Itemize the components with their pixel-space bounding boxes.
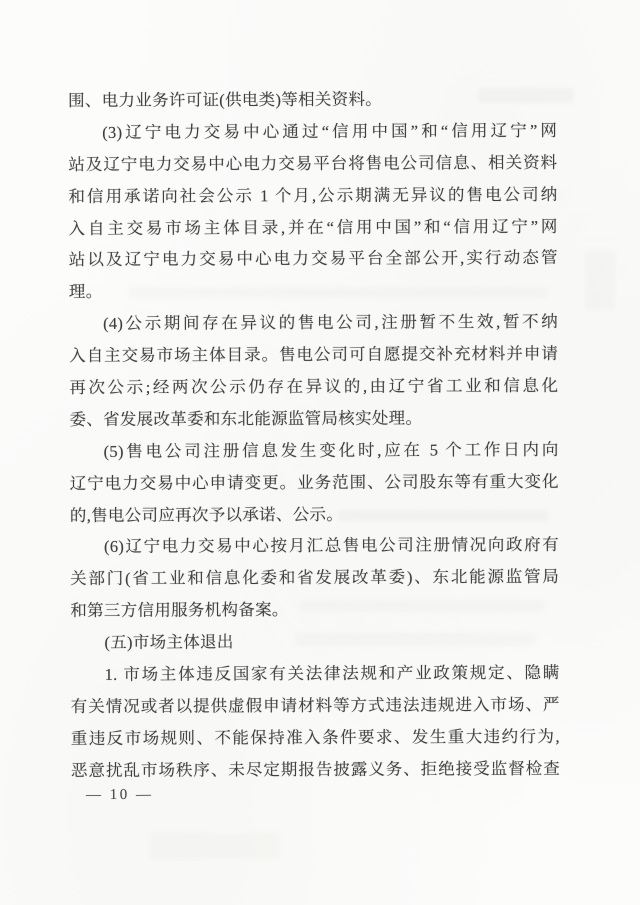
text-line: 围、电力业务许可证(供电类)等相关资料。 [68,89,383,111]
text-line: 1. 市场主体违反国家有关法律法规和产业政策规定、隐瞒 [104,662,560,684]
text-line: 入自主交易市场主体目录。售电公司可自愿提交补充材料并申请 [69,344,559,366]
text-line: (3)辽宁电力交易中心通过“信用中国”和“信用辽宁”网 [102,120,558,142]
text-line: 再次公示;经两次公示仍存在异议的,由辽宁省工业和信息化 [69,375,559,398]
text-line: 恶意扰乱市场秩序、未尽定期报告披露义务、拒绝接受监督检查 [70,758,561,780]
text-line: (6)辽宁电力交易中心按月汇总售电公司注册情况向政府有 [103,535,560,557]
text-line: 理。 [68,282,103,302]
text-line: 有关情况或者以提供虚假申请材料等方式违法违规进入市场、严 [70,694,560,716]
scan-artifact [150,833,280,859]
text-line: 辽宁电力交易中心申请变更。业务范围、公司股东等有重大变化 [69,471,559,493]
text-line: 和信用承诺向社会公示 1 个月,公示期满无异议的售电公司纳 [68,184,558,206]
page-number: — 10 — [85,786,154,804]
text-line: 重违反市场规则、不能保持准入条件要求、发生重大违约行为, [70,726,560,748]
document-body [68,83,560,787]
scan-artifact [585,250,615,310]
text-line: (4)公示期间存在异议的售电公司,注册暂不生效,暂不纳 [103,312,559,334]
text-line: 站及辽宁电力交易中心电力交易平台将售电公司信息、相关资料 [68,152,558,174]
text-line: 和第三方信用服务机构备案。 [70,600,289,621]
text-line: 入自主交易市场主体目录,并在“信用中国”和“信用辽宁”网 [68,216,558,238]
text-line: 站以及辽宁电力交易中心电力交易平台全部公开,实行动态管 [68,248,558,270]
text-line: 关部门(省工业和信息化委和省发展改革委)、东北能源监管局 [70,567,560,589]
text-line: 的,售电公司应再次予以承诺、公示。 [69,504,344,525]
section-heading-line: (五)市场主体退出 [104,632,234,653]
text-line: 委、省发展改革委和东北能源监管局核实处理。 [69,408,423,429]
text-line: (5)售电公司注册信息发生变化时,应在 5 个工作日内向 [103,439,559,461]
